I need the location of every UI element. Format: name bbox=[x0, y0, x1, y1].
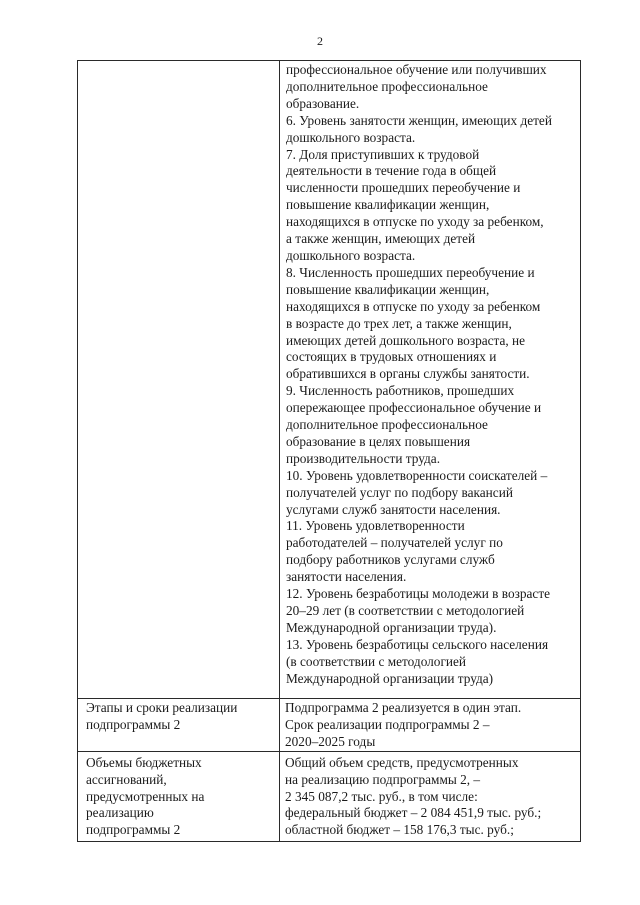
text-line: повышение квалификации женщин, bbox=[286, 197, 490, 213]
text-line: 2020–2025 годы bbox=[285, 733, 376, 749]
text-line: образование в целях повышения bbox=[286, 433, 471, 449]
text-line: Срок реализации подпрограммы 2 – bbox=[285, 716, 490, 732]
text-line: (в соответствии с методологией bbox=[286, 653, 467, 669]
text-line: на реализацию подпрограммы 2, – bbox=[285, 771, 481, 787]
text-line: находящихся в отпуске по уходу за ребенком, bbox=[286, 214, 544, 230]
row-label-line: ассигнований, bbox=[86, 771, 167, 787]
text-line: а также женщин, имеющих детей bbox=[286, 231, 476, 247]
row-label-line: Объемы бюджетных bbox=[86, 754, 202, 770]
text-line: находящихся в отпуске по уходу за ребенком bbox=[286, 298, 541, 314]
text-line: дополнительное профессиональное bbox=[286, 78, 488, 94]
text-line: 11. Уровень удовлетворенности bbox=[286, 518, 465, 534]
row-3-content-cell bbox=[280, 751, 581, 841]
text-line: 12. Уровень безработицы молодежи в возрасте bbox=[286, 586, 551, 602]
text-line: образование. bbox=[286, 95, 360, 111]
text-line: профессиональное обучение или получивших bbox=[286, 62, 547, 77]
row-1-label-cell bbox=[78, 61, 280, 699]
text-line: деятельности в течение года в общей bbox=[286, 163, 497, 179]
row-3-label-cell bbox=[78, 751, 280, 841]
row-label-line: реализацию bbox=[86, 805, 154, 821]
row-1-content-cell bbox=[280, 61, 581, 699]
text-line: 2 345 087,2 тыс. руб., в том числе: bbox=[285, 788, 478, 804]
row-label-line: подпрограммы 2 bbox=[86, 716, 181, 732]
text-line: в возрасте до трех лет, а также женщин, bbox=[286, 315, 512, 331]
text-line: подбору работников услугами служб bbox=[286, 552, 495, 568]
text-line: дошкольного возраста. bbox=[286, 247, 416, 263]
text-line: дополнительное профессиональное bbox=[286, 417, 488, 433]
text-line: 8. Численность прошедших переобучение и bbox=[286, 264, 535, 280]
table-row-budget bbox=[78, 751, 581, 841]
text-line: обратившихся в органы службы занятости. bbox=[286, 366, 530, 382]
text-line: Подпрограмма 2 реализуется в один этап. bbox=[285, 700, 522, 715]
text-line: 20–29 лет (в соответствии с методологией bbox=[286, 603, 525, 618]
text-line: 13. Уровень безработицы сельского населения bbox=[286, 636, 549, 652]
text-line: Общий объем средств, предусмотренных bbox=[285, 754, 519, 770]
text-line: работодателей – получателей услуг по bbox=[286, 535, 503, 551]
row-2-content-cell bbox=[280, 699, 581, 752]
text-line: численности прошедших переобучение и bbox=[286, 180, 521, 196]
text-line: 7. Доля приступивших к трудовой bbox=[286, 146, 480, 162]
text-line: повышение квалификации женщин, bbox=[286, 281, 490, 297]
passport-table bbox=[77, 60, 581, 842]
text-line: Международной организации труда). bbox=[286, 619, 497, 635]
row-label-line: предусмотренных на bbox=[86, 788, 205, 804]
table-row-stages bbox=[78, 699, 581, 752]
text-line: получателей услуг по подбору вакансий bbox=[286, 484, 513, 500]
text-line: Международной организации труда) bbox=[286, 670, 494, 686]
table-row-indicators bbox=[78, 61, 581, 699]
text-line: 9. Численность работников, прошедших bbox=[286, 383, 515, 399]
text-line: дошкольного возраста. bbox=[286, 129, 416, 145]
text-line: имеющих детей дошкольного возраста, не bbox=[286, 332, 526, 348]
text-line: услугами служб занятости населения. bbox=[286, 501, 501, 517]
text-line: областной бюджет – 158 176,3 тыс. руб.; bbox=[285, 822, 514, 838]
text-line: федеральный бюджет – 2 084 451,9 тыс. руб.; bbox=[285, 805, 542, 821]
text-line: состоящих в трудовых отношениях и bbox=[286, 349, 497, 365]
text-line: 6. Уровень занятости женщин, имеющих детей bbox=[286, 112, 552, 128]
row-2-label-cell bbox=[78, 699, 280, 752]
row-label-line: подпрограммы 2 bbox=[86, 822, 181, 838]
page-number: 2 bbox=[317, 34, 323, 48]
row-label-line: Этапы и сроки реализации bbox=[86, 700, 238, 715]
text-line: занятости населения. bbox=[286, 569, 407, 585]
text-line: производительности труда. bbox=[286, 450, 441, 466]
text-line: опережающее профессиональное обучение и bbox=[286, 400, 542, 416]
text-line: 10. Уровень удовлетворенности соискателей – bbox=[286, 467, 548, 483]
